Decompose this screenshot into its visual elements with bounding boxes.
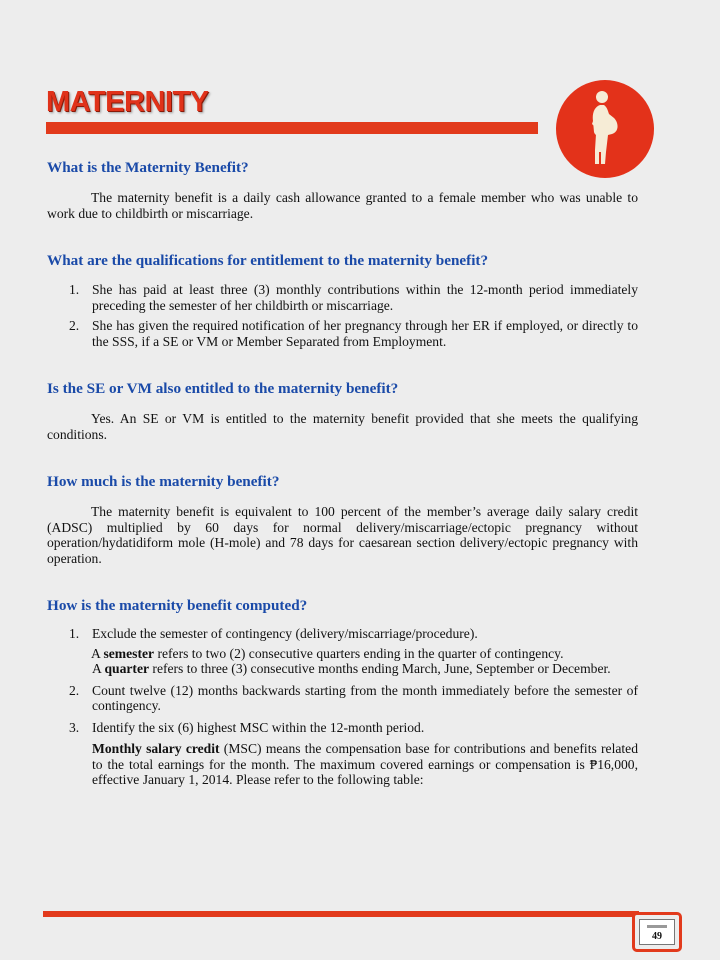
qualifications-list bbox=[47, 282, 638, 349]
section-paragraph: The maternity benefit is equivalent to 100 percent of the member’s average daily salary credit (ADSC) multiplied by 60 days for normal delivery/miscarriage/ectopic pregnancy without operation/hydatidiform mole (H-mole) and 78 days for caesarean section delivery/ectopic pregnancy with operation. bbox=[47, 504, 638, 566]
section-heading: What are the qualifications for entitlement to the maternity benefit? bbox=[47, 252, 489, 269]
definition-text: (MSC) means the compensation base for contributions and benefits related to the total earnings for the month. The maximum covered earnings or compensation is ₱16,000, effective January 1, 2014. Please refer to the following table: bbox=[92, 741, 638, 787]
list-item-number: 1. bbox=[69, 626, 80, 641]
list-item-text: She has given the required notification of her pregnancy through her ER if employed, or directly to the SSS, if a SE or VM or Member Separated from Employment. bbox=[92, 318, 638, 349]
computation-steps-list-cont bbox=[47, 683, 638, 736]
list-item-number: 2. bbox=[69, 682, 80, 698]
quarter-definition bbox=[47, 661, 638, 677]
list-item bbox=[47, 720, 638, 736]
list-item-number: 3. bbox=[69, 719, 80, 735]
page-badge-frame bbox=[639, 919, 675, 945]
list-item bbox=[47, 318, 638, 349]
list-item bbox=[47, 626, 638, 642]
list-item bbox=[47, 683, 638, 714]
footer-bar bbox=[43, 911, 639, 917]
list-item-number: 2. bbox=[69, 318, 80, 333]
list-item bbox=[47, 282, 638, 313]
definition-prefix: A bbox=[92, 661, 105, 676]
definition-text: refers to two (2) consecutive quarters ending in the quarter of contingency. bbox=[154, 645, 564, 661]
section-paragraph: The maternity benefit is a daily cash allowance granted to a female member who was unable to work due to childbirth or miscarriage. bbox=[47, 190, 638, 221]
section-heading: What is the Maternity Benefit? bbox=[47, 159, 249, 176]
definition-term: quarter bbox=[104, 661, 150, 676]
list-item-number: 1. bbox=[69, 282, 80, 297]
definition-term: Monthly salary credit bbox=[92, 741, 220, 756]
page-title: MATERNITY bbox=[46, 86, 209, 118]
title-underline-bar bbox=[46, 122, 538, 134]
page-number: 49 bbox=[652, 931, 662, 942]
page-number-badge bbox=[632, 912, 682, 952]
msc-definition bbox=[47, 741, 638, 788]
list-item-text: Count twelve (12) months backwards starting from the month immediately before the semester of contingency. bbox=[92, 682, 638, 713]
computation-steps-list bbox=[47, 626, 638, 642]
list-item-text: Identify the six (6) highest MSC within the 12-month period. bbox=[92, 719, 425, 735]
page-badge-line bbox=[647, 925, 667, 928]
semester-definition bbox=[47, 646, 638, 662]
definition-prefix: A bbox=[91, 645, 104, 661]
main-content bbox=[47, 158, 638, 788]
list-item-text: She has paid at least three (3) monthly contributions within the 12-month period immediately preceding the semester of her childbirth or miscarriage. bbox=[92, 282, 638, 313]
section-paragraph: Yes. An SE or VM is entitled to the maternity benefit provided that she meets the qualifying conditions. bbox=[47, 411, 638, 442]
section-heading: Is the SE or VM also entitled to the maternity benefit? bbox=[47, 380, 399, 397]
definition-term: semester bbox=[103, 645, 155, 661]
list-item-text: Exclude the semester of contingency (delivery/miscarriage/procedure). bbox=[92, 626, 478, 641]
section-heading: How much is the maternity benefit? bbox=[47, 473, 280, 490]
section-heading: How is the maternity benefit computed? bbox=[47, 597, 308, 614]
definition-text: refers to three (3) consecutive months ending March, June, September or December. bbox=[149, 661, 611, 676]
